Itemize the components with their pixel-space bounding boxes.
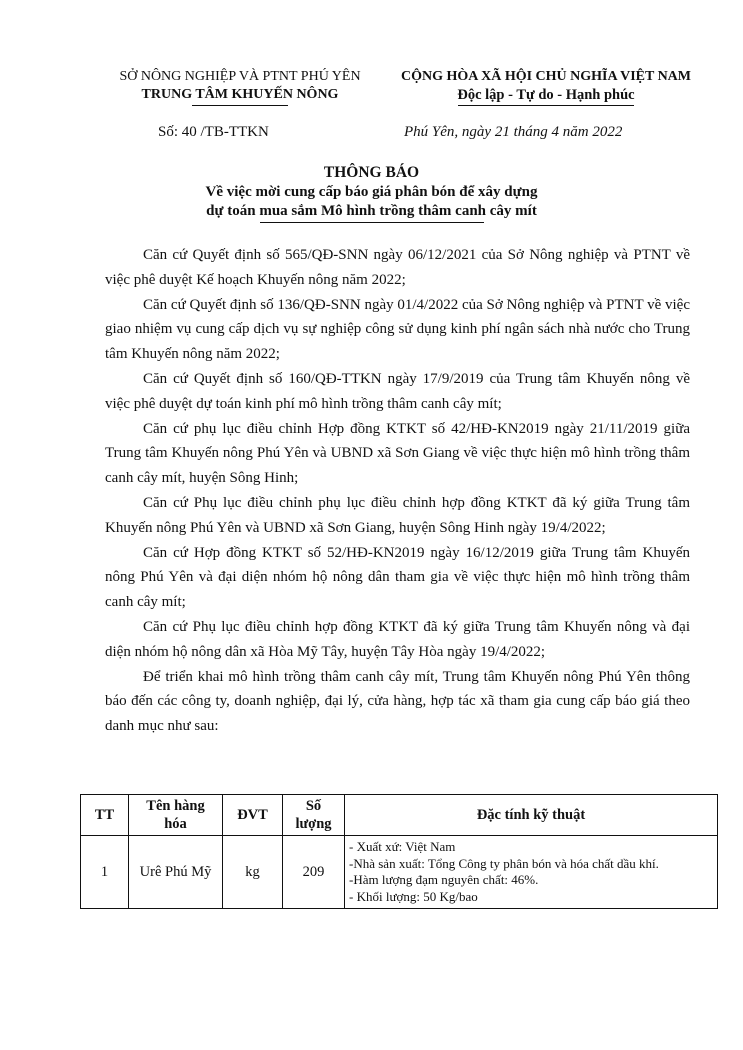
nation-name: CỘNG HÒA XÃ HỘI CHỦ NGHĨA VIỆT NAM bbox=[400, 69, 691, 84]
paragraph: Căn cứ Quyết định số 565/QĐ-SNN ngày 06/12/2021 của Sở Nông nghiệp và PTNT về việc phê duyệt Kế hoạch Khuyến nông năm 2022; bbox=[105, 247, 690, 288]
motto-underline bbox=[458, 105, 634, 106]
place-and-date: Phú Yên, ngày 21 tháng 4 năm 2022 bbox=[404, 124, 623, 140]
title-underline bbox=[260, 222, 484, 223]
document-number: Số: 40 /TB-TTKN bbox=[158, 124, 269, 140]
parent-agency-name: SỞ NÔNG NGHIỆP VÀ PTNT PHÚ YÊN bbox=[119, 69, 361, 84]
header-item-name bbox=[129, 795, 223, 836]
cell-quantity: 209 bbox=[283, 836, 345, 909]
header-unit: ĐVT bbox=[223, 795, 283, 836]
spec-line: -Hàm lượng đạm nguyên chất: 46%. bbox=[349, 872, 539, 887]
paragraph: Căn cứ Phụ lục điều chỉnh hợp đồng KTKT đã ký giữa Trung tâm Khuyến nông và đại diện nhóm hộ nông dân xã Hòa Mỹ Tây, huyện Tây Hòa ngày 19/4/2022; bbox=[105, 618, 690, 660]
paragraph: Căn cứ Phụ lục điều chỉnh phụ lục điều chỉnh hợp đồng KTKT đã ký giữa Trung tâm Khuyến nông Phú Yên và UBND xã Sơn Giang, huyện Sông Hinh ngày 19/4/2022; bbox=[105, 494, 690, 536]
agency-underline bbox=[192, 105, 288, 106]
header-specification: Đặc tính kỹ thuật bbox=[345, 795, 718, 836]
header-quantity bbox=[283, 795, 345, 836]
paragraph: Căn cứ Quyết định số 136/QĐ-SNN ngày 01/4/2022 của Sở Nông nghiệp và PTNT về việc giao nhiệm vụ cung cấp dịch vụ sự nghiệp công sử dụng kinh phí ngân sách nhà nước cho Trung tâm Khuyến nông năm 2022; bbox=[105, 296, 690, 363]
agency-header bbox=[100, 68, 380, 106]
table-header-row bbox=[81, 795, 718, 836]
paragraph: Căn cứ phụ lục điều chỉnh Hợp đồng KTKT số 42/HĐ-KN2019 ngày 21/11/2019 giữa Trung tâm Khuyến nông Phú Yên và UBND xã Sơn Giang về việc thực hiện mô hình trồng thâm canh cây mít, huyện Sông Hinh; bbox=[105, 420, 690, 487]
spec-line: - Khối lượng: 50 Kg/bao bbox=[349, 888, 478, 904]
spec-line: - Xuất xứ: Việt Nam bbox=[349, 839, 456, 854]
header-tt: TT bbox=[81, 795, 129, 836]
agency-name: TRUNG TÂM KHUYẾN NÔNG bbox=[141, 87, 339, 102]
subtitle-line-1: Về việc mời cung cấp báo giá phân bón để xây dựng bbox=[205, 184, 538, 200]
document-body bbox=[105, 243, 690, 739]
spec-line: -Nhà sản xuất: Tổng Công ty phân bón và hóa chất dầu khí. bbox=[349, 855, 659, 871]
paragraph: Để triển khai mô hình trồng thâm canh cây mít, Trung tâm Khuyến nông Phú Yên thông báo đến các công ty, doanh nghiệp, đại lý, cửa hàng, hợp tác xã tham gia cung cấp báo giá theo danh mục như sau: bbox=[105, 668, 690, 735]
goods-table bbox=[80, 794, 718, 909]
national-header bbox=[380, 68, 712, 106]
document-title-block bbox=[0, 163, 743, 223]
header-quantity-line-2: lượng bbox=[295, 816, 332, 832]
paragraph: Căn cứ Hợp đồng KTKT số 52/HĐ-KN2019 ngày 16/12/2019 giữa Trung tâm Khuyến nông Phú Yên và đại diện nhóm hộ nông dân tham gia về việc thực hiện mô hình trồng thâm canh cây mít; bbox=[105, 544, 690, 611]
national-motto: Độc lập - Tự do - Hạnh phúc bbox=[457, 87, 635, 103]
header-quantity-line-1: Số bbox=[305, 798, 322, 814]
header-item-name-line-2: hóa bbox=[164, 816, 187, 832]
cell-tt: 1 bbox=[81, 836, 129, 909]
cell-item-name: Urê Phú Mỹ bbox=[129, 836, 223, 909]
cell-unit: kg bbox=[223, 836, 283, 909]
cell-specification bbox=[345, 836, 718, 909]
document-title: THÔNG BÁO bbox=[323, 164, 420, 181]
subtitle-line-2: dự toán mua sắm Mô hình trồng thâm canh cây mít bbox=[206, 203, 537, 219]
paragraph: Căn cứ Quyết định số 160/QĐ-TTKN ngày 17/9/2019 của Trung tâm Khuyến nông về việc phê duyệt dự toán kinh phí mô hình trồng thâm canh cây mít; bbox=[105, 370, 690, 412]
table-row bbox=[81, 836, 718, 909]
header-item-name-line-1: Tên hàng bbox=[146, 798, 205, 814]
